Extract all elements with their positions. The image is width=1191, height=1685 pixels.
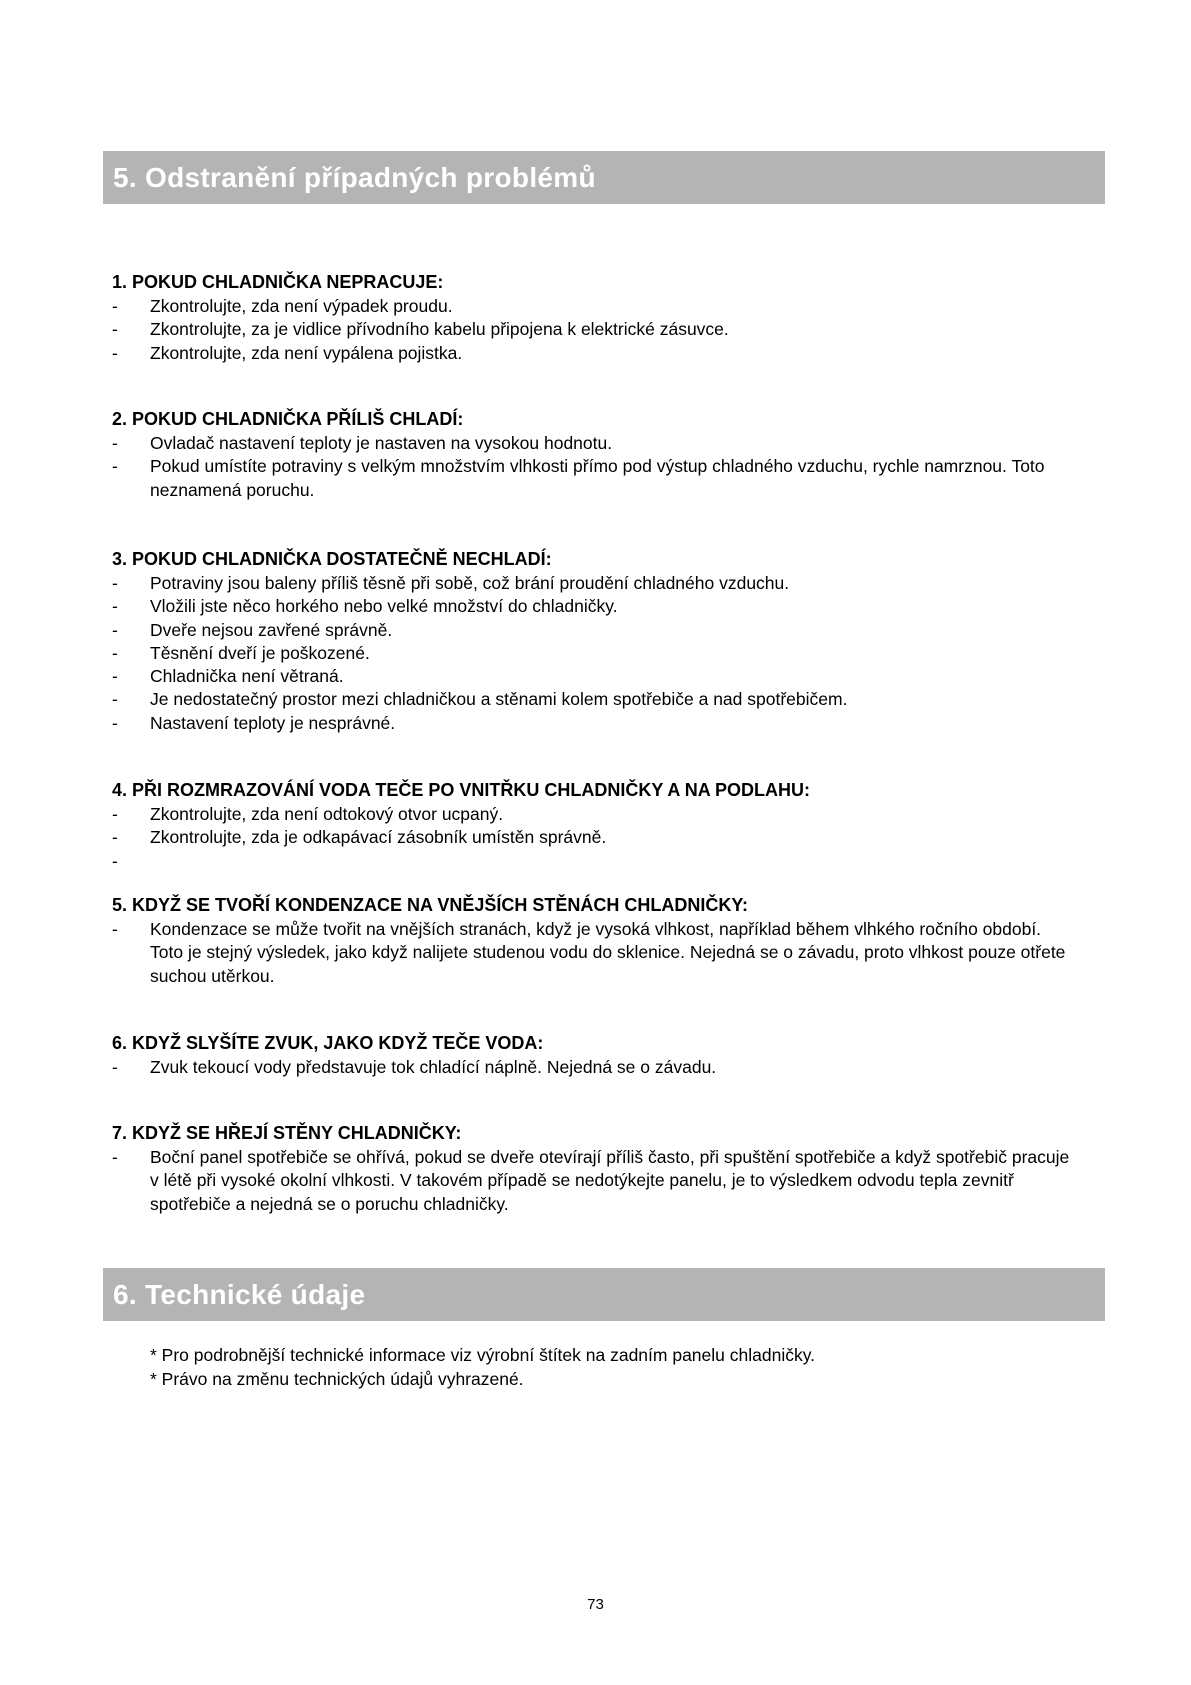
- problem-2: [112, 407, 1072, 502]
- problem-7-title: 7. KDYŽ SE HŘEJÍ STĚNY CHLADNIČKY:: [112, 1123, 462, 1143]
- problem-4-title: 4. PŘI ROZMRAZOVÁNÍ VODA TEČE PO VNITŘKU CHLADNIČKY A NA PODLAHU:: [112, 780, 811, 800]
- problem-2-title: 2. POKUD CHLADNIČKA PŘÍLIŠ CHLADÍ:: [112, 409, 464, 429]
- item-text: Zkontrolujte, zda je odkapávací zásobník umístěn správně.: [150, 827, 607, 848]
- dash-bullet: -: [112, 456, 118, 477]
- item-text: Kondenzace se může tvořit na vnějších stranách, když je vysoká vlhkost, například během vlhkého ročního období. Toto je stejný výsledek, jako když nalijete studenou vodu do sklenice. Nejedná se o závadu, proto vlhkost pouze otřete suchou utěrkou.: [150, 919, 1066, 986]
- list-item: [112, 455, 1072, 502]
- item-text: Je nedostatečný prostor mezi chladničkou a stěnami kolem spotřebiče a nad spotřebičem.: [150, 689, 848, 710]
- dash-bullet: -: [112, 689, 118, 710]
- list-item: [112, 1146, 1072, 1216]
- list-item: [112, 688, 1072, 711]
- item-text: Dveře nejsou zavřené správně.: [150, 619, 393, 640]
- problem-1-title: 1. POKUD CHLADNIČKA NEPRACUJE:: [112, 272, 444, 292]
- dash-bullet: -: [112, 433, 118, 453]
- dash-bullet: -: [112, 666, 118, 687]
- problem-6: [112, 1031, 1072, 1079]
- list-item: [112, 665, 1072, 688]
- list-item: [112, 342, 1072, 365]
- item-text: Boční panel spotřebiče se ohřívá, pokud se dveře otevírají příliš často, při spuštění spotřebiče a když spotřebič pracuje v létě při vysoké okolní vlhkosti. V takovém případě se nedotýkejte panelu, je to výsledkem odvodu tepla zevnitř spotřebiče a nejedná se o poruchu chladničky.: [150, 1147, 1070, 1214]
- dash-bullet: -: [112, 319, 118, 340]
- item-text: Zkontrolujte, zda není výpadek proudu.: [150, 296, 453, 316]
- problem-1: [112, 270, 1072, 365]
- item-text: Zkontrolujte, zda není odtokový otvor ucpaný.: [150, 804, 504, 824]
- list-item: [112, 712, 1072, 735]
- dash-bullet: -: [112, 619, 118, 640]
- dash-bullet: -: [112, 596, 118, 617]
- list-item: [112, 918, 1072, 988]
- dash-bullet: -: [112, 296, 118, 316]
- dash-bullet: -: [112, 642, 118, 663]
- list-item: [112, 572, 1072, 595]
- item-text: Zkontrolujte, za je vidlice přívodního kabelu připojena k elektrické zásuvce.: [150, 319, 729, 340]
- dash-bullet: -: [112, 919, 118, 939]
- list-item: [112, 1056, 1072, 1079]
- section-6-header: 6. Technické údaje: [103, 1268, 1105, 1321]
- note-item: * Právo na změnu technických údajů vyhrazené.: [150, 1369, 524, 1389]
- list-item: [112, 826, 1072, 849]
- item-text: Zkontrolujte, zda není vypálena pojistka.: [150, 342, 463, 363]
- dash-bullet: -: [112, 1057, 118, 1077]
- problem-5-title: 5. KDYŽ SE TVOŘÍ KONDENZACE NA VNĚJŠÍCH STĚNÁCH CHLADNIČKY:: [112, 895, 749, 915]
- list-item: [112, 432, 1072, 455]
- problem-5: [112, 893, 1072, 988]
- note-item: * Pro podrobnější technické informace viz výrobní štítek na zadním panelu chladničky.: [150, 1345, 816, 1365]
- list-item: [112, 318, 1072, 341]
- list-item: [112, 595, 1072, 618]
- item-text: Nastavení teploty je nesprávné.: [150, 712, 396, 733]
- problem-4: [112, 778, 1072, 871]
- item-text: Vložili jste něco horkého nebo velké množství do chladničky.: [150, 596, 618, 617]
- list-item: [112, 803, 1072, 826]
- dash-bullet: -: [112, 573, 118, 593]
- item-text: Těsnění dveří je poškozené.: [150, 642, 370, 663]
- problem-7: [112, 1121, 1072, 1216]
- list-item: [112, 295, 1072, 318]
- list-item: [112, 642, 1072, 665]
- problem-3: [112, 547, 1072, 735]
- list-item: [112, 619, 1072, 642]
- problem-6-title: 6. KDYŽ SLYŠÍTE ZVUK, JAKO KDYŽ TEČE VODA:: [112, 1033, 544, 1053]
- technical-notes: [150, 1343, 1050, 1391]
- dash-bullet: -: [112, 342, 118, 363]
- item-text: Zvuk tekoucí vody představuje tok chladící náplně. Nejedná se o závadu.: [150, 1057, 717, 1077]
- page-number: 73: [587, 1596, 604, 1613]
- dash-bullet: -: [112, 712, 118, 733]
- dash-bullet: -: [112, 1147, 118, 1167]
- section-5-header: 5. Odstranění případných problémů: [103, 151, 1105, 204]
- dash-bullet: -: [112, 804, 118, 824]
- problem-3-title: 3. POKUD CHLADNIČKA DOSTATEČNĚ NECHLADÍ:: [112, 549, 552, 569]
- item-text: Potraviny jsou baleny příliš těsně při sobě, což brání proudění chladného vzduchu.: [150, 573, 790, 593]
- item-text: Pokud umístíte potraviny s velkým množstvím vlhkosti přímo pod výstup chladného vzduchu, rychle namrznou. Toto neznamená poruchu.: [150, 456, 1045, 500]
- dash-bullet: -: [112, 827, 118, 848]
- item-text: Ovladač nastavení teploty je nastaven na vysokou hodnotu.: [150, 433, 613, 453]
- item-text: Chladnička není větraná.: [150, 666, 344, 687]
- dash-bullet: -: [112, 850, 118, 871]
